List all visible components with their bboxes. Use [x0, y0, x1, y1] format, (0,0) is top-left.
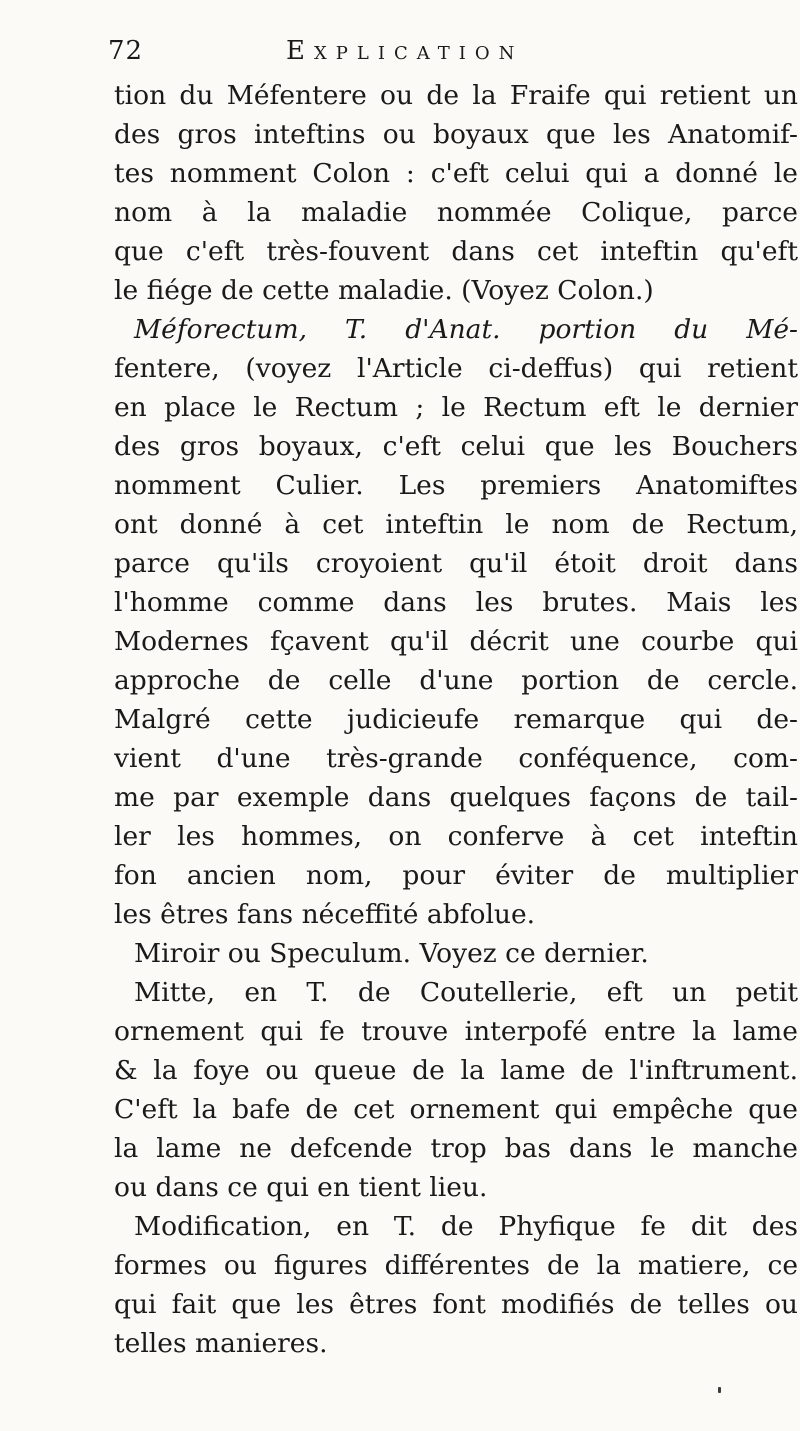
- text-line: me par exemple dans quelques façons de tail-: [114, 782, 798, 813]
- text-line: que c'eft très-fouvent dans cet inteftin qu'eft: [114, 236, 798, 267]
- text-line: formes ou figures différentes de la matiere, ce: [114, 1250, 798, 1281]
- entry-line-mesorectum: Méforectum, T. d'Anat. portion du Mé-: [134, 314, 798, 345]
- text-line: C'eft la bafe de cet ornement qui empêche que: [114, 1094, 798, 1125]
- text-line: nomment Culier. Les premiers Anatomiftes: [114, 470, 798, 501]
- text-line: Modernes fçavent qu'il décrit une courbe qui: [114, 626, 798, 657]
- text-line: des gros boyaux, c'eft celui que les Bouchers: [114, 431, 798, 462]
- text-line: nom à la maladie nommée Colique, parce: [114, 197, 798, 228]
- text-line: des gros inteftins ou boyaux que les Anatomif-: [114, 119, 798, 150]
- text-line: telles manieres.: [114, 1328, 328, 1359]
- running-head: Explication: [286, 36, 524, 66]
- text-line: fon ancien nom, pour éviter de multiplier: [114, 860, 798, 891]
- text-line: Malgré cette judicieufe remarque qui de-: [114, 704, 798, 735]
- text-line: le fiége de cette maladie. (Voyez Colon.): [114, 275, 654, 306]
- page-number: 72: [108, 36, 144, 66]
- text-line: approche de celle d'une portion de cercle.: [114, 665, 798, 696]
- text-line: ont donné à cet inteftin le nom de Rectum,: [114, 509, 798, 540]
- text-line: fentere, (voyez l'Article ci-deffus) qui retient: [114, 353, 798, 384]
- text-line: & la foye ou queue de la lame de l'inftrument.: [114, 1055, 798, 1086]
- ink-speck: [718, 1387, 721, 1393]
- page-header: [108, 36, 728, 76]
- text-line: en place le Rectum ; le Rectum eft le dernier: [114, 392, 798, 423]
- text-line: tes nomment Colon : c'eft celui qui a donné le: [114, 158, 798, 189]
- entry-line-miroir: Miroir ou Speculum. Voyez ce dernier.: [134, 938, 649, 969]
- body-text: [114, 76, 798, 1363]
- text-line: ler les hommes, on conferve à cet inteftin: [114, 821, 798, 852]
- text-line: ou dans ce qui en tient lieu.: [114, 1172, 488, 1203]
- text-line: parce qu'ils croyoient qu'il étoit droit dans: [114, 548, 798, 579]
- text-line: ornement qui fe trouve interpofé entre la lame: [114, 1016, 798, 1047]
- text-line: la lame ne defcende trop bas dans le manche: [114, 1133, 798, 1164]
- text-line: qui fait que les êtres font modifiés de telles ou: [114, 1289, 798, 1320]
- text-line: l'homme comme dans les brutes. Mais les: [114, 587, 798, 618]
- text-line: tion du Méfentere ou de la Fraife qui retient un: [114, 80, 798, 111]
- entry-line-modification: Modification, en T. de Phyfique fe dit des: [134, 1211, 798, 1242]
- text-line: les êtres fans néceffité abfolue.: [114, 899, 536, 930]
- entry-line-mitte: Mitte, en T. de Coutellerie, eft un petit: [134, 977, 798, 1008]
- text-line: vient d'une très-grande conféquence, com-: [114, 743, 798, 774]
